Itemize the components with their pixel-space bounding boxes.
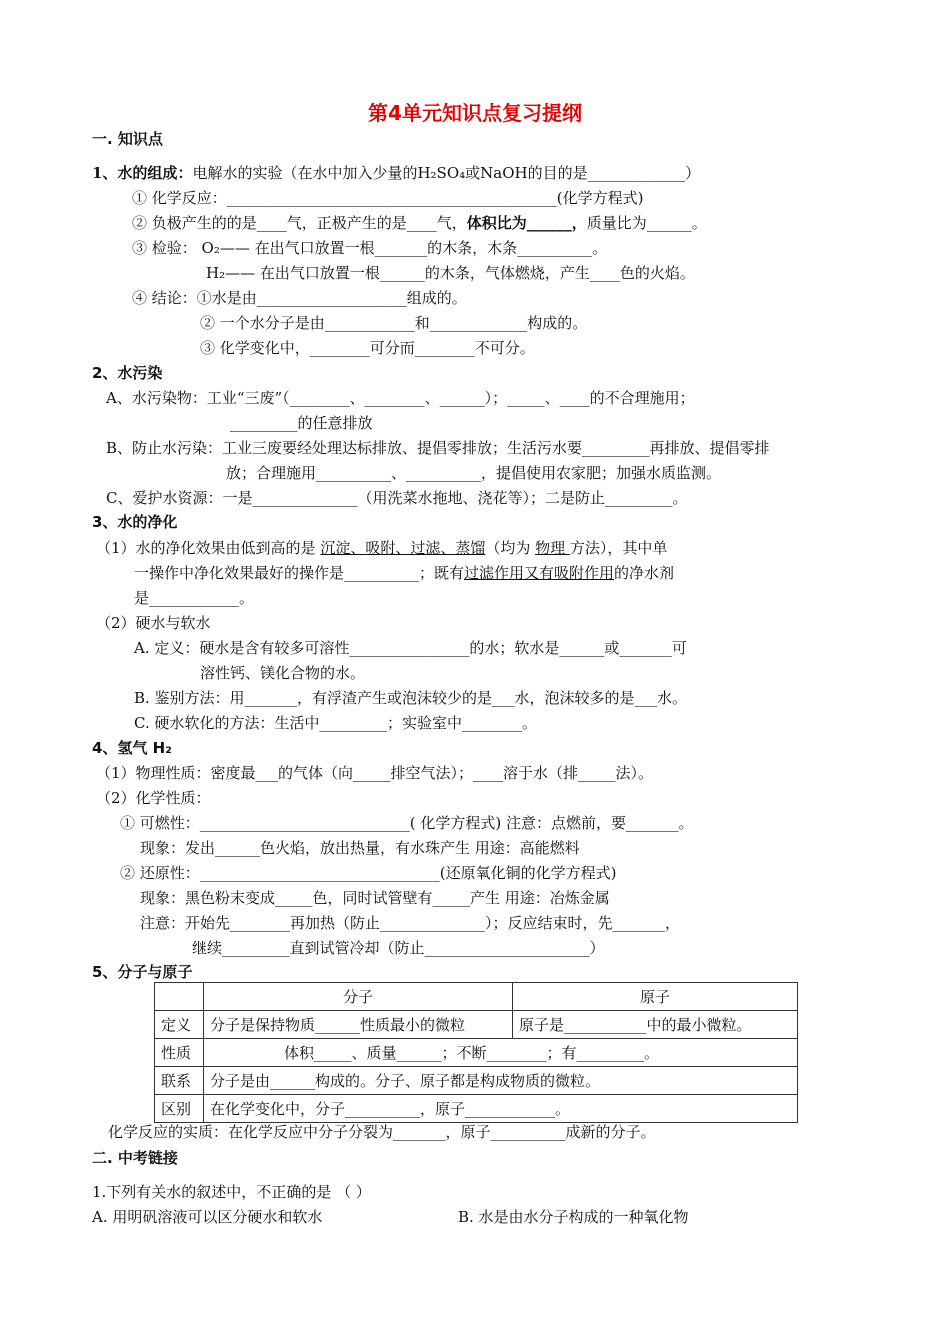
s1-electrodes-a: ② 负极产生的的是____气，正极产生的是____气， xyxy=(132,214,467,232)
row-label-difference: 区别 xyxy=(155,1095,204,1123)
table-row xyxy=(155,1039,798,1067)
header-molecule: 分子 xyxy=(204,983,513,1011)
molecule-atom-table xyxy=(154,982,798,1123)
s3-hard-soft: （2）硬水与软水 xyxy=(96,614,211,632)
cell-difference: 在化学变化中，分子__________，原子____________。 xyxy=(204,1095,798,1123)
s4-caution-2: 继续_________直到试管冷却（防止______________________） xyxy=(192,939,605,957)
quiz-option-b: B. 水是由水分子构成的一种氧化物 xyxy=(458,1208,689,1226)
s4-combustion-phenomenon: 现象：发出______色火焰，放出热量，有水珠产生 用途：高能燃料 xyxy=(140,839,580,857)
s1-test-o2: ③ 检验： O₂—— 在出气口放置一根_______的木条，木条__________。 xyxy=(132,239,608,257)
table-row xyxy=(155,1095,798,1123)
row-label-properties: 性质 xyxy=(155,1039,204,1067)
s1-conclusion-2: ② 一个水分子是由____________和_____________构成的。 xyxy=(200,314,588,332)
s1-reaction: ① 化学反应：____________________________________________(化学方程式) xyxy=(132,189,644,207)
s2-b-line2: 放；合理施用__________、__________，提倡使用农家肥；加强水质监测。 xyxy=(226,464,722,482)
s4-reduction-phenomenon: 现象：黑色粉末变成_____色，同时试管壁有_____产生 用途：冶炼金属 xyxy=(140,889,610,907)
s3-p1b: （均为 xyxy=(485,539,536,557)
s3-p3: 是____________。 xyxy=(134,589,255,607)
s3-p2b: 的净水剂 xyxy=(614,564,675,582)
s1-conclusion-1: ④ 结论：①水是由____________________组成的。 xyxy=(132,289,467,307)
s1-heading: 1、水的组成： xyxy=(92,164,193,182)
s2-c-line: C、爱护水资源：一是______________（用洗菜水拖地、浇花等）；二是防止_________。 xyxy=(106,489,688,507)
s3-p2 xyxy=(134,563,674,583)
s3-def-line2: 溶性钙、镁化合物的水。 xyxy=(200,664,366,682)
s2-a-line1: A、水污染物：工业“三废”（________、________、______）；_____、____的不合理施用； xyxy=(106,389,695,407)
table-row xyxy=(155,1011,798,1039)
page-title: 第4单元知识点复习提纲 xyxy=(368,101,582,125)
s1-test-h2: H₂—— 在出气口放置一根______的木条，气体燃烧，产生____色的火焰。 xyxy=(206,264,695,282)
section-exam-heading: 二. 中考链接 xyxy=(92,1149,178,1167)
s2-heading: 2、水污染 xyxy=(92,364,163,382)
row-label-relation: 联系 xyxy=(155,1067,204,1095)
s3-p1-physical: 物理 xyxy=(535,539,570,557)
header-atom: 原子 xyxy=(513,983,798,1011)
s3-identify: B. 鉴别方法：用_______，有浮渣产生或泡沫较少的是___水，泡沫较多的是___水。 xyxy=(134,689,688,707)
s4-physical: （1）物理性质：密度最___的气体（向_____排空气法）；____溶于水（排_____法）。 xyxy=(96,764,654,782)
table-row xyxy=(155,1067,798,1095)
cell-properties: 体积_____、质量______；不断________；有_________。 xyxy=(204,1039,798,1067)
s4-reduction: ② 还原性：________________________________(还原氧化铜的化学方程式) xyxy=(120,864,617,882)
quiz-question-1: 1.下列有关水的叙述中，不正确的是 （ ） xyxy=(92,1183,371,1201)
cell-molecule-definition: 分子是保持物质______性质最小的微粒 xyxy=(204,1011,513,1039)
s3-soften: C. 硬水软化的方法：生活中_________；实验室中________。 xyxy=(134,714,537,732)
s1-line xyxy=(92,163,700,183)
s3-p1c: 方法），其中单 xyxy=(569,539,668,557)
s1-intro: 电解水的实验（在水中加入少量的H₂SO₄或NaOH的目的是_____________） xyxy=(192,164,701,182)
s3-heading: 3、水的净化 xyxy=(92,513,178,531)
s4-combustion: ① 可燃性：____________________________( 化学方程式) 注意：点燃前，要_______。 xyxy=(120,814,694,832)
quiz-option-a: A. 用明矾溶液可以区分硬水和软水 xyxy=(92,1208,323,1226)
s3-p1-methods: 沉淀、吸附、过滤、蒸馏 xyxy=(320,539,486,557)
s1-conclusion-3: ③ 化学变化中，________可分而________不可分。 xyxy=(200,339,535,357)
section-knowledge-heading: 一. 知识点 xyxy=(92,130,163,148)
s3-p1 xyxy=(96,538,667,558)
s3-p1a: （1）水的净化效果由低到高的是 xyxy=(96,539,321,557)
s4-caution-1: 注意：开始先________再加热（防止______________）；反应结束时，先_______， xyxy=(140,914,681,932)
table-corner-cell xyxy=(155,983,204,1011)
s1-volume-ratio: 体积比为______， xyxy=(466,214,587,232)
s1-electrodes xyxy=(132,213,707,233)
s3-p2a: 一操作中净化效果最好的操作是__________；既有 xyxy=(134,564,465,582)
s1-mass-ratio: 质量比为______。 xyxy=(586,214,707,232)
reaction-essence: 化学反应的实质：在化学反应中分子分裂为_______，原子__________成新的分子。 xyxy=(108,1123,656,1141)
s4-chemical: （2）化学性质： xyxy=(96,789,211,807)
s3-p2-underlined: 过滤作用又有吸附作用 xyxy=(464,564,615,582)
s3-def-line1: A. 定义：硬水是含有较多可溶性________________的水；软水是______或_______可 xyxy=(134,639,687,657)
s2-b-line1: B、防止水污染：工业三废要经处理达标排放、提倡零排放；生活污水要_________再排放、提倡零排 xyxy=(106,439,770,457)
row-label-definition: 定义 xyxy=(155,1011,204,1039)
s2-a-line2: _________的任意排放 xyxy=(230,414,373,432)
s5-heading: 5、分子与原子 xyxy=(92,963,193,981)
cell-atom-definition: 原子是___________中的最小微粒。 xyxy=(513,1011,798,1039)
cell-relation: 分子是由______构成的。分子、原子都是构成物质的微粒。 xyxy=(204,1067,798,1095)
s4-heading: 4、氢气 H₂ xyxy=(92,739,172,757)
table-row xyxy=(155,983,798,1011)
